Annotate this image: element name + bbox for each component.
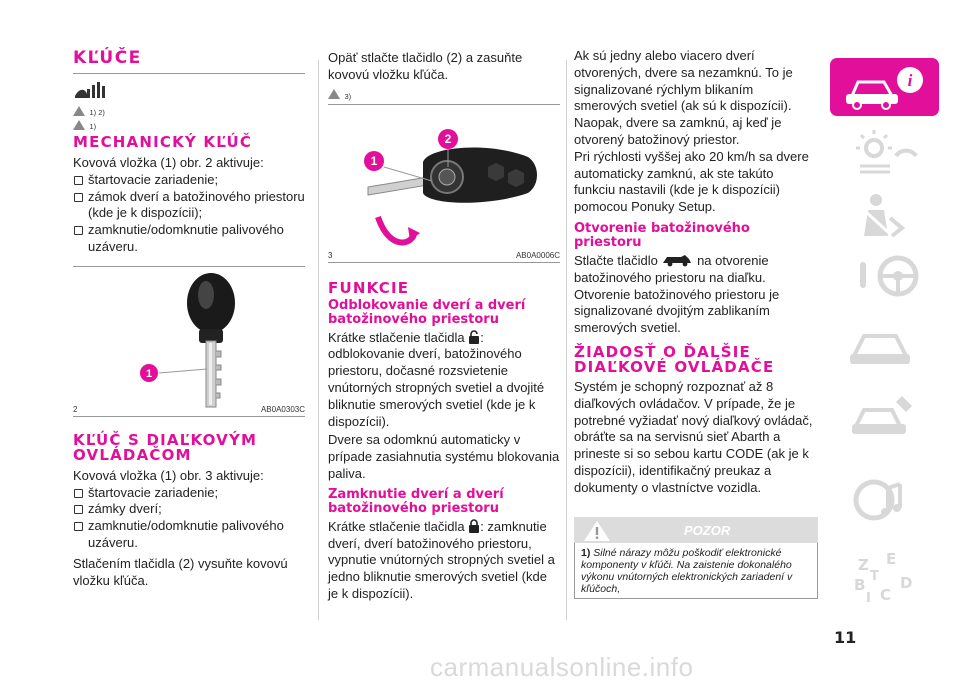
ref-row [328,86,560,100]
warning-triangle-icon [73,120,85,130]
figure-number: 3 [328,250,333,260]
steering-wheel-icon [830,248,939,306]
tab-maintenance[interactable] [830,386,939,444]
warning-box-text: 1) Silné nárazy môžu poškodiť elektronické komponenty v kľúči. Na zaistenie dokonalého výkonu vnútorných elektronických zariadení v kľúčoch, [574,543,818,599]
unlock-text: Krátke stlačenie tlačidla : odblokovanie dverí, batožinového priestoru, dočasné rozsvietenie vnútorných stropných svetiel a dvojité bliknutie smerových svetiel (kde je k dispozícii). [328,329,545,429]
list-item: štartovacie zariadenie; [73,485,305,502]
list-item: zamknutie/odomknutie palivového uzáveru. [73,222,305,256]
request-text: Systém je schopný rozpoznať až 8 diaľkových ovládačov. V prípade, že je potrebné vyžiadať nový diaľkový ovládač, obráťte sa na servisnú sieť Abarth a prineste si so sebou kartu CODE (ak je k dispozícii), identifikačný preukaz a dokumenty o vlastníctve vozidla. [574,378,813,495]
column-divider [566,60,567,620]
tab-car-info[interactable] [830,58,939,116]
checkbox-icon [74,193,83,202]
hand-signal-icon [73,80,107,100]
lock-text: Krátke stlačenie tlačidla : zamknutie dverí, dverí batožinového priestoru, vypnutie vnútorných stropných svetiel a jedno bliknutie smerových svetiel (kde je k dispozícii). [328,518,555,601]
alphabet-index-icon [830,550,939,608]
speed-lock-text: Pri rýchlosti vyššej ako 20 km/h sa dvere automaticky zamknú, ak ste takúto funkciu nastavili (kde je k dispozícii) pomocou Ponuky Setup. [574,148,809,215]
footnote-ref: 3) [344,91,352,101]
warning-triangle-icon [73,106,85,116]
ref-row-a [73,102,305,116]
unlock-icon [468,330,480,344]
ref-row-b [73,116,305,130]
svg-text:C: C [880,586,892,604]
remote-key-illustration [328,107,560,253]
svg-text:i: i [907,71,913,90]
music-note-icon [830,470,939,528]
car-crash-icon [830,316,939,374]
figure-3 [328,104,560,265]
list-item: zámok dverí a batožinového priestoru (kde je k dispozícii); [73,189,305,223]
lock-icon [468,519,480,533]
section-intro: Kovová vložka (1) obr. 3 aktivuje: [73,467,264,483]
figure-code: AB0A0006C [515,250,560,260]
intro-text: Opäť stlačte tlačidlo (2) a zasuňte kovovú vložku kľúča. [328,50,523,82]
checkbox-icon [74,176,83,185]
section-intro: Kovová vložka (1) obr. 2 aktivuje: [73,155,264,170]
subsection-title-unlock: Odblokovanie dverí a dverí batožinového priestoru [328,297,526,327]
warning-title: POZOR [684,522,731,538]
subsection-title-lock: Zamknutie dverí a dverí batožinového priestoru [328,486,504,516]
footnote-ref: 1) [89,122,97,131]
callout-number: 2 [444,131,452,146]
figure-code: AB0A0303C [260,404,305,414]
warning-box-header [574,517,818,543]
checkbox-icon [74,522,83,531]
watermark: carmanualsonline.info [430,652,694,682]
column-divider [318,60,319,620]
doors-open-text: Ak sú jedny alebo viacero dverí otvorených, dvere sa nezamknú. To je signalizované rýchlym blikaním smerových svetiel (ak sú k dispozícii). Naopak, dvere sa zamknú, aj keď je otvorený batožinový priestor. [574,48,793,147]
list-item: zamknutie/odomknutie palivového uzáveru. [73,518,305,552]
list-item: zámky dverí; [73,501,305,518]
list-item: štartovacie zariadenie; [73,172,305,189]
section-title-functions: FUNKCIE [328,278,410,297]
svg-text:Z: Z [858,556,869,574]
warning-number: 1) [581,546,591,559]
tab-multimedia[interactable] [830,470,939,528]
page-title: KĽÚČE [73,48,142,68]
section-title-remote-key: KĽÚČ S DIAĽKOVÝM OVLÁDAČOM [73,430,258,464]
auto-unlock-text: Dvere sa odomknú automaticky v prípade zasiahnutia systému blokovania paliva. [328,432,560,481]
footnote-ref: 1) 2) [89,108,105,117]
column-1 [73,50,305,589]
title-rule [73,73,305,74]
mechanical-key-illustration [73,273,305,411]
svg-text:D: D [900,574,913,592]
page-number: 11 [834,628,857,647]
figure-number: 2 [73,404,78,414]
tab-starting[interactable] [830,248,939,306]
section-title-mechanical-key: MECHANICKÝ KĽÚČ [73,133,253,151]
section-outro: Stlačením tlačidla (2) vysuňte kovovú vložku kľúča. [73,555,288,588]
svg-text:B: B [854,576,866,594]
warning-triangle-icon [582,519,612,543]
trunk-signal-text: Otvorenie batožinového priestoru je signalizované dvojitým zablikaním smerových svetiel. [574,286,780,336]
figure-caption [328,251,560,263]
checkbox-icon [74,489,83,498]
figure-2 [73,266,305,417]
subsection-title-trunk: Otvorenie batožinového priestoru [574,220,750,250]
seatbelt-icon [830,188,939,246]
trunk-text: Stlačte tlačidlo na otvorenie batožinového priestoru na diaľku. [574,252,769,285]
car-info-icon [830,58,939,116]
column-3 [574,48,818,599]
checkbox-icon [74,505,83,514]
svg-text:I: I [866,591,871,606]
callout-number: 1 [145,367,153,380]
signal-icon-row [73,80,305,102]
section-title-request: ŽIADOSŤ O ĎALŠIE DIAĽKOVÉ OVLÁDAČE [574,342,775,376]
tab-dashboard[interactable] [830,126,939,184]
tab-safety[interactable] [830,188,939,246]
wrench-car-icon [830,386,939,444]
dashboard-lights-icon [830,126,939,184]
warning-triangle-icon [328,89,340,99]
tab-emergency[interactable] [830,316,939,374]
svg-text:E: E [886,550,897,568]
svg-text:T: T [870,569,879,584]
figure-caption [73,405,305,417]
tab-index[interactable] [830,550,939,608]
callout-number: 1 [370,153,378,168]
checkbox-icon [74,226,83,235]
trunk-open-icon [661,253,693,267]
column-2 [328,50,560,603]
